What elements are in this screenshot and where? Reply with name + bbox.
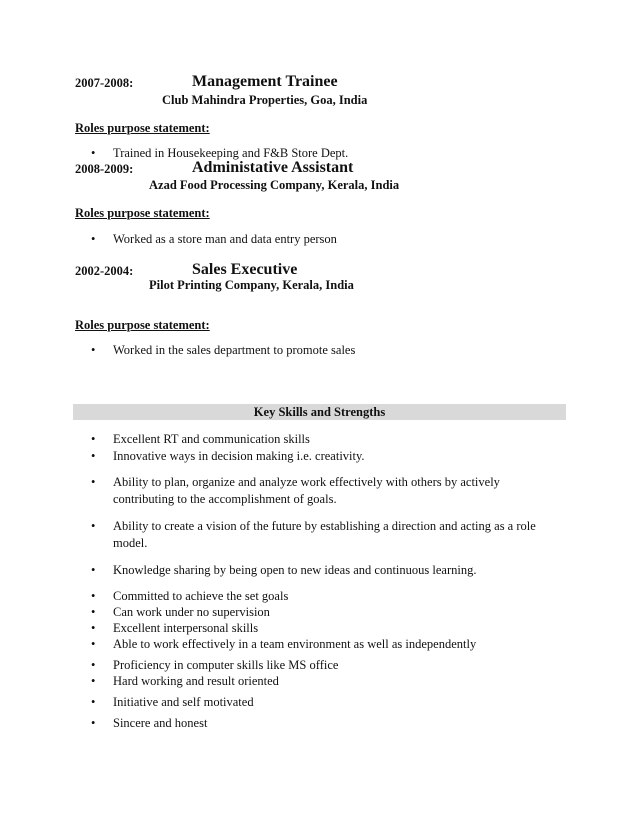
list-item-text: Committed to achieve the set goals (113, 589, 289, 603)
list-item-text: Can work under no supervision (113, 605, 270, 619)
bullet-icon: • (91, 658, 96, 672)
list-item-text: Sincere and honest (113, 716, 208, 730)
roles-purpose-label: Roles purpose statement: (75, 206, 210, 220)
list-item-text: Hard working and result oriented (113, 674, 279, 688)
job-title: Administative Assistant (192, 159, 354, 176)
job-period: 2007-2008: (75, 76, 134, 90)
skills-heading-bar (73, 404, 566, 420)
roles-purpose-label: Roles purpose statement: (75, 318, 210, 332)
bullet-icon: • (91, 589, 96, 603)
job-company: Pilot Printing Company, Kerala, India (149, 278, 354, 292)
bullet-icon: • (91, 432, 96, 446)
list-item-text: Worked as a store man and data entry person (113, 232, 337, 246)
bullet-icon: • (91, 519, 96, 533)
bullet-icon: • (91, 716, 96, 730)
bullet-icon: • (91, 146, 96, 160)
bullet-icon: • (91, 621, 96, 635)
job-title: Management Trainee (192, 73, 338, 90)
job-title: Sales Executive (192, 261, 298, 278)
list-item-text: Proficiency in computer skills like MS office (113, 658, 339, 672)
list-item-text: Innovative ways in decision making i.e. creativity. (113, 449, 365, 463)
bullet-icon: • (91, 674, 96, 688)
bullet-icon: • (91, 232, 96, 246)
list-item-text: Ability to plan, organize and analyze work effectively with others by actively contributing to the accomplishment of goals. (113, 475, 500, 506)
list-item-text: Trained in Housekeeping and F&B Store Dept. (113, 146, 349, 160)
list-item-text: Knowledge sharing by being open to new ideas and continuous learning. (113, 563, 477, 577)
bullet-icon: • (91, 475, 96, 489)
skills-heading: Key Skills and Strengths (253, 405, 386, 419)
bullet-icon: • (91, 563, 96, 577)
bullet-icon: • (91, 695, 96, 709)
list-item-text: Excellent RT and communication skills (113, 432, 310, 446)
bullet-icon: • (91, 449, 96, 463)
job-company: Club Mahindra Properties, Goa, India (162, 93, 368, 107)
bullet-icon: • (91, 605, 96, 619)
bullet-icon: • (91, 343, 96, 357)
job-company: Azad Food Processing Company, Kerala, India (149, 178, 400, 192)
list-item-text: Excellent interpersonal skills (113, 621, 259, 635)
list-item-text: Able to work effectively in a team environment as well as independently (113, 637, 477, 651)
bullet-icon: • (91, 637, 96, 651)
job-period: 2008-2009: (75, 162, 134, 176)
roles-purpose-label: Roles purpose statement: (75, 121, 210, 135)
list-item-text: Ability to create a vision of the future by establishing a direction and acting as a role model. (113, 519, 536, 550)
list-item-text: Initiative and self motivated (113, 695, 254, 709)
job-period: 2002-2004: (75, 264, 134, 278)
list-item-text: Worked in the sales department to promote sales (113, 343, 356, 357)
